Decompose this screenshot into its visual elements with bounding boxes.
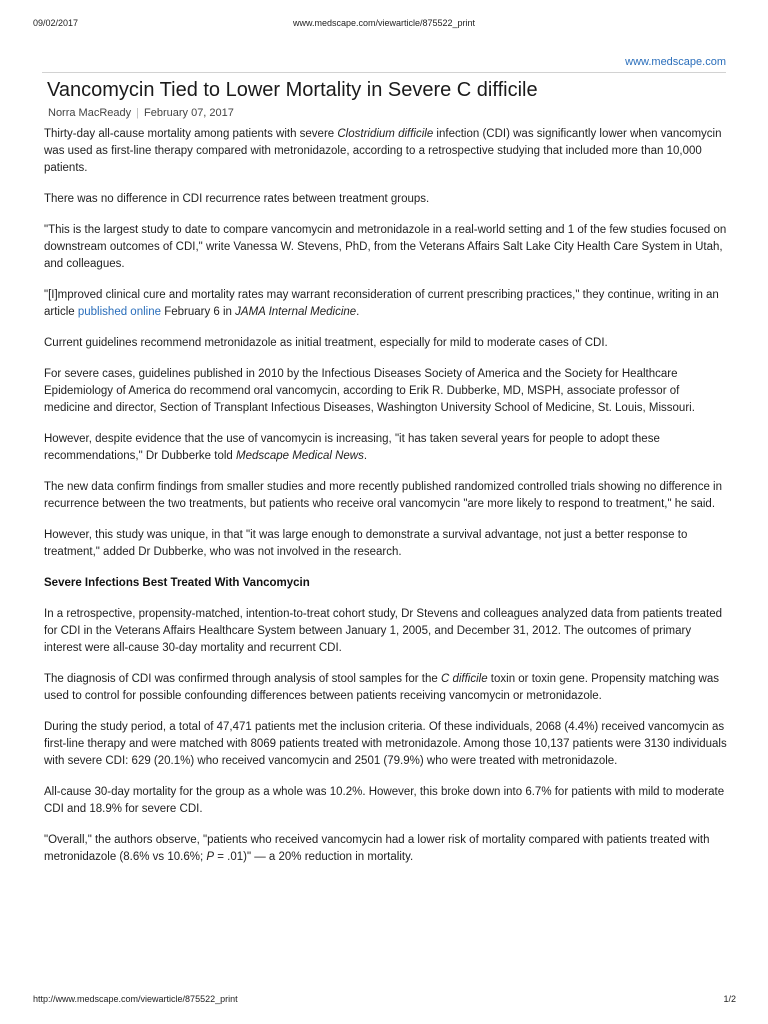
print-footer-url: http://www.medscape.com/viewarticle/875522_print (33, 994, 238, 1004)
paragraph-2: There was no difference in CDI recurrence rates between treatment groups. (44, 193, 430, 205)
print-header-url: www.medscape.com/viewarticle/875522_print (292, 18, 476, 28)
publication-name: Medscape Medical News (236, 450, 364, 462)
byline-separator: | (136, 107, 139, 119)
paragraph-4: "[I]mproved clinical cure and mortality rates may warrant reconsideration of current prescribing practices," they continue, writing in an article published online February 6 in JAMA Internal Medicine. (44, 289, 719, 318)
journal-name: JAMA Internal Medicine (235, 306, 357, 318)
article-title: Vancomycin Tied to Lower Mortality in Severe C difficile (47, 79, 538, 101)
author-name: Norra MacReady (48, 107, 132, 119)
paragraph-14: "Overall," the authors observe, "patients who received vancomycin had a lower risk of mortality compared with patients treated with metronidazole (8.6% vs 10.6%; P = .01)" — a 20% reduction in mortality. (44, 834, 710, 863)
paragraph-3: "This is the largest study to date to compare vancomycin and metronidazole in a real-world setting and 1 of the few studies focused on downstream outcomes of CDI," write Vanessa W. Stevens, PhD, from the Veterans Affairs Salt Lake City Health Care System in Utah, and colleagues. (44, 224, 727, 270)
byline (48, 106, 728, 120)
organism-name: Clostridium difficile (337, 128, 434, 140)
article-body (44, 126, 728, 866)
paragraph-10: In a retrospective, propensity-matched, intention-to-treat cohort study, Dr Stevens and colleagues analyzed data from patients treated for CDI in the Veterans Affairs Healthcare System between January 1, 2005, and December 31, 2012. The outcomes of primary interest were all-cause 30-day mortality and recurrent CDI. (44, 608, 723, 654)
paragraph-6: For severe cases, guidelines published in 2010 by the Infectious Diseases Society of America and the Society for Healthcare Epidemiology of America do recommend oral vancomycin, according to Erik R. Dubberke, MD, MSPH, associate professor of medicine and director, Section of Transplant Infectious Diseases, Washington University School of Medicine, St. Louis, Missouri. (44, 368, 695, 414)
print-date: 09/02/2017 (33, 18, 79, 28)
organism-short-name: C difficile (440, 673, 488, 685)
article (44, 76, 728, 880)
paragraph-8: The new data confirm findings from smaller studies and more recently published randomized controlled trials showing no difference in recurrence between the two treatments, but patients who receive oral vancomycin "are more likely to respond to treatment," he said. (44, 481, 722, 510)
p-value-symbol: P (206, 851, 215, 863)
paragraph-1: Thirty-day all-cause mortality among patients with severe Clostridium difficile infection (CDI) was significantly lower when vancomycin was used as first-line therapy compared with metronidazole, according to a retrospective studying that included more than 10,000 patients. (44, 128, 722, 174)
paragraph-13: All-cause 30-day mortality for the group as a whole was 10.2%. However, this broke down into 6.7% for patients with mild to moderate CDI and 18.9% for severe CDI. (44, 786, 725, 815)
paragraph-12: During the study period, a total of 47,471 patients met the inclusion criteria. Of these individuals, 2068 (4.4%) received vancomycin as first-line therapy and were matched with 8069 patients treated with metronidazole. Among those 10,137 patients were 3130 individuals with severe CDI: 629 (20.1%) who received vancomycin and 2501 (79.9%) who were treated with metronidazole. (44, 721, 727, 767)
paragraph-9: However, this study was unique, in that "it was large enough to demonstrate a survival advantage, not just a better response to treatment," added Dr Dubberke, who was not involved in the research. (44, 529, 688, 558)
published-online-link[interactable]: published online (77, 306, 161, 318)
paragraph-5: Current guidelines recommend metronidazole as initial treatment, especially for mild to moderate cases of CDI. (44, 337, 608, 349)
paragraph-7: However, despite evidence that the use of vancomycin is increasing, "it has taken several years for people to adopt these recommendations," Dr Dubberke told Medscape Medical News. (44, 433, 660, 462)
medscape-home-link[interactable]: www.medscape.com (625, 56, 726, 68)
publish-date: February 07, 2017 (144, 107, 234, 119)
paragraph-11: The diagnosis of CDI was confirmed through analysis of stool samples for the C difficile toxin or toxin gene. Propensity matching was used to control for possible confounding differences between patients receiving vancomycin or metronidazole. (44, 673, 720, 702)
header-divider (42, 72, 726, 73)
section-subheading: Severe Infections Best Treated With Vancomycin (44, 577, 310, 589)
print-header (0, 0, 768, 40)
page-number: 1/2 (723, 994, 736, 1004)
print-footer (0, 992, 768, 1012)
